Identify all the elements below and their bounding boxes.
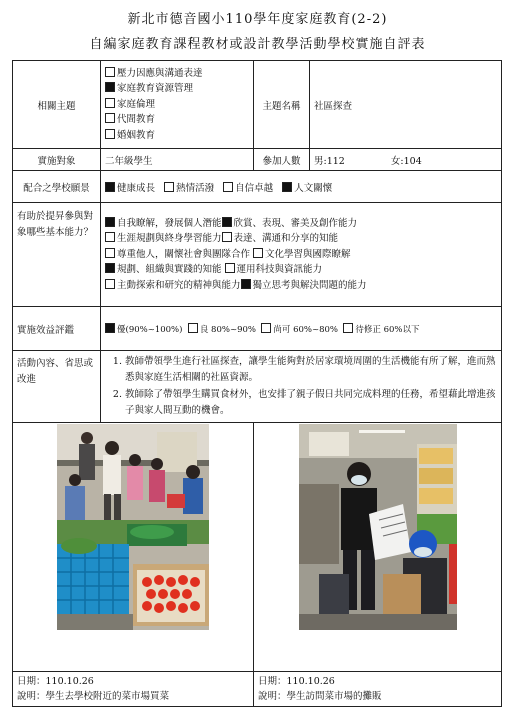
ability-option[interactable]: 規劃、組織與實踐的知能 <box>105 264 222 275</box>
vision-option[interactable]: 健康成長 <box>105 183 155 194</box>
checkbox-checked-icon <box>105 182 115 192</box>
checkbox-icon <box>105 98 115 108</box>
male-count: 男:112 <box>314 155 345 167</box>
ability-option[interactable]: 文化學習與國際瞭解 <box>253 249 351 260</box>
participant-count-label: 參加人數 <box>254 149 310 171</box>
ability-line <box>105 262 497 278</box>
topic-name-value: 社區探查 <box>310 61 502 149</box>
checkbox-icon <box>343 323 353 333</box>
photo-date: 日期：110.10.26 <box>258 676 335 687</box>
ability-option[interactable]: 表達、溝通和分享的知能 <box>222 233 339 244</box>
checkbox-checked-icon <box>105 82 115 92</box>
checkbox-icon <box>164 182 174 192</box>
checkbox-icon <box>105 232 115 242</box>
activity-list <box>105 354 497 419</box>
ability-line <box>105 231 497 247</box>
topic-options <box>101 61 254 149</box>
activity-item: 1. 教師帶領學生進行社區探查，讓學生能夠對於居家環境周圍的生活機能有所了解，進而熟悉與家庭生活相關的社區資源。 <box>125 354 497 386</box>
topic-label: 相關主題 <box>13 61 101 149</box>
ability-option[interactable]: 尊重他人，關懷社會與團隊合作 <box>105 249 250 260</box>
checkbox-checked-icon <box>105 323 115 333</box>
evaluation-options <box>101 307 502 351</box>
photo-caption-right <box>254 672 502 707</box>
evaluation-option[interactable]: 良 80%~90% <box>188 325 256 335</box>
topic-name-label: 主題名稱 <box>254 61 310 149</box>
topic-option[interactable]: 婚姻教育 <box>105 128 249 144</box>
ability-line <box>105 247 497 263</box>
female-count: 女:104 <box>390 155 422 167</box>
photo-description: 說明：學生去學校附近的菜市場買菜 <box>17 691 170 702</box>
document-subtitle: 自編家庭教育課程教材或設計教學活動學校實施自評表 <box>89 37 426 52</box>
checkbox-icon <box>222 232 232 242</box>
checkbox-icon <box>223 182 233 192</box>
participant-count <box>310 149 502 171</box>
photo-caption-left <box>13 672 254 707</box>
vision-option[interactable]: 人文關懷 <box>282 183 332 194</box>
photo-cell-left <box>13 423 254 672</box>
checkbox-icon <box>261 323 271 333</box>
ability-line <box>105 278 497 294</box>
checkbox-checked-icon <box>105 263 115 273</box>
topic-option[interactable]: 代間教育 <box>105 112 249 128</box>
topic-option[interactable]: 家庭教育資源管理 <box>105 81 249 97</box>
checkbox-icon <box>253 248 263 258</box>
ability-options <box>101 203 502 307</box>
ability-option[interactable]: 主動探索和研究的精神與能力 <box>105 280 241 291</box>
checkbox-icon <box>105 129 115 139</box>
evaluation-label: 實施效益評鑑 <box>13 307 101 351</box>
vision-option[interactable]: 自信卓越 <box>223 183 273 194</box>
activity-content <box>101 351 502 423</box>
topic-option[interactable]: 家庭倫理 <box>105 97 249 113</box>
ability-option[interactable]: 自我瞭解，發展個人潛能 <box>105 218 222 229</box>
checkbox-icon <box>105 67 115 77</box>
ability-line <box>105 216 497 232</box>
checkbox-icon <box>105 113 115 123</box>
checkbox-checked-icon <box>282 182 292 192</box>
evaluation-table <box>12 60 502 707</box>
ability-option[interactable]: 運用科技與資訊能力 <box>225 264 323 275</box>
vision-label: 配合之學校願景 <box>13 171 101 203</box>
topic-option[interactable]: 壓力因應與溝通表達 <box>105 66 249 82</box>
target-label: 實施對象 <box>13 149 101 171</box>
target-value: 二年級學生 <box>101 149 254 171</box>
checkbox-icon <box>105 248 115 258</box>
photo-cell-right <box>254 423 502 672</box>
vision-option[interactable]: 熱情活潑 <box>164 183 214 194</box>
activity-item: 2. 教師除了帶領學生購買食材外，也安排了親子假日共同完成料理的任務，希望藉此增進孩子與家人間互動的機會。 <box>125 387 497 419</box>
checkbox-icon <box>225 263 235 273</box>
vision-options <box>101 171 502 203</box>
photo-description: 說明：學生訪問菜市場的攤販 <box>258 691 382 702</box>
evaluation-option[interactable]: 優(90%~100%) <box>105 325 182 335</box>
ability-option[interactable]: 生涯規劃與終身學習能力 <box>105 233 222 244</box>
checkbox-icon <box>105 279 115 289</box>
evaluation-option[interactable]: 待修正 60%以下 <box>343 325 419 335</box>
ability-option[interactable]: 欣賞、表現、審美及創作能力 <box>222 218 358 229</box>
market-photo-1 <box>57 424 209 630</box>
abilities-label: 有助於提昇參與對象哪些基本能力？ <box>13 203 101 307</box>
activity-label: 活動內容、省思或改進 <box>13 351 101 423</box>
checkbox-checked-icon <box>222 217 232 227</box>
checkbox-icon <box>188 323 198 333</box>
evaluation-option[interactable]: 尚可 60%~80% <box>261 325 338 335</box>
market-photo-2 <box>299 424 457 630</box>
ability-option[interactable]: 獨立思考與解決問題的能力 <box>241 280 367 291</box>
checkbox-checked-icon <box>105 217 115 227</box>
document-title: 新北市德音國小110學年度家庭教育(2-2) <box>127 12 388 27</box>
photo-date: 日期：110.10.26 <box>17 676 94 687</box>
checkbox-checked-icon <box>241 279 251 289</box>
